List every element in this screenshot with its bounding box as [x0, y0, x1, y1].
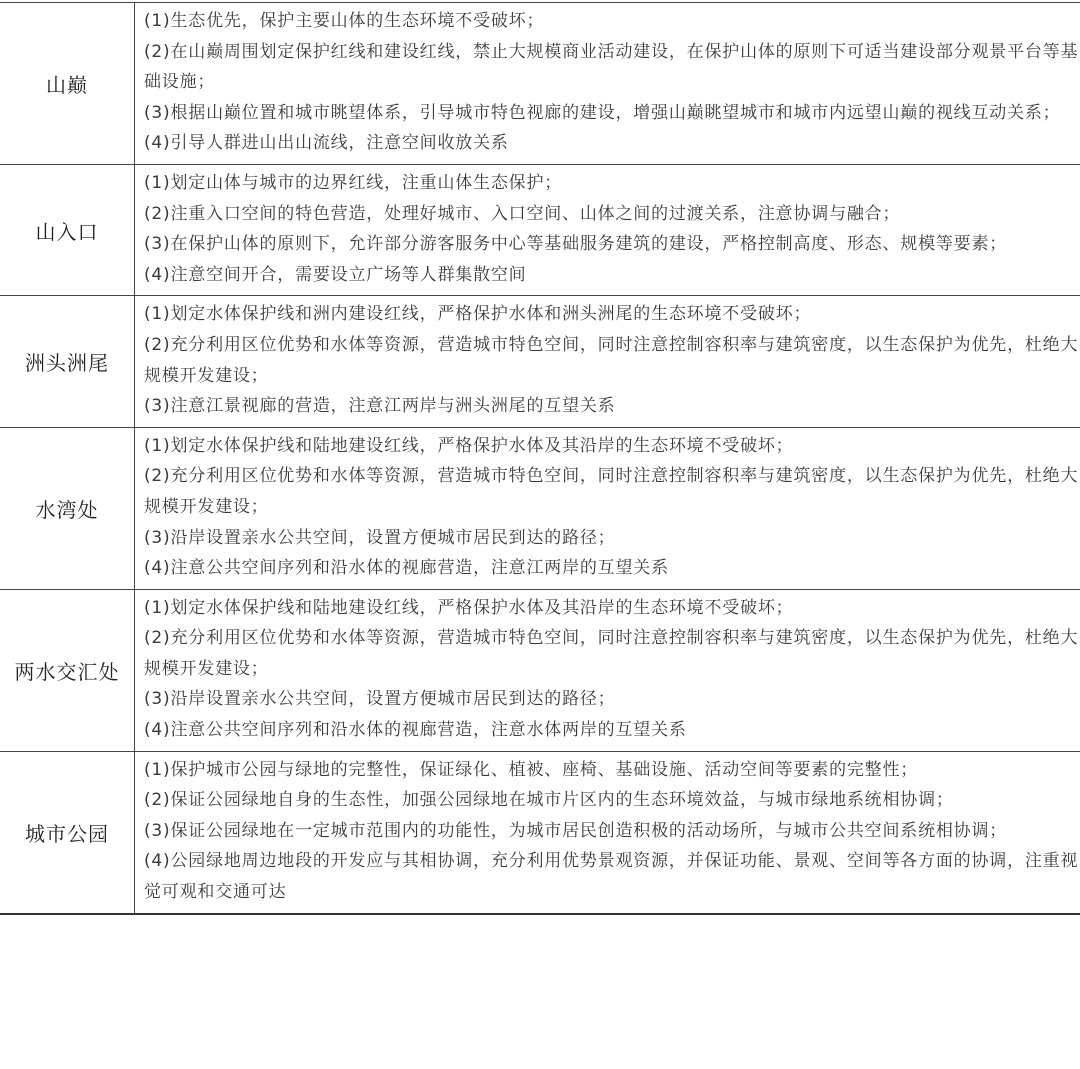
- guideline-item: (2)保证公园绿地自身的生态性，加强公园绿地在城市片区内的生态环境效益，与城市绿地系统相协调；: [144, 790, 954, 811]
- category-cell: 水湾处: [0, 427, 135, 589]
- guideline-item: (1)生态优先，保护主要山体的生态环境不受破坏；: [144, 11, 545, 31]
- guideline-cell: [135, 589, 1080, 751]
- guideline-item: (4)注意公共空间序列和沿水体的视廊营造，注意江两岸的互望关系: [144, 558, 669, 579]
- guideline-item: (2)充分利用区位优势和水体等资源，营造城市特色空间，同时注意控制容积率与建筑密度，以生态保护为优先，杜绝大规模开发建设；: [144, 628, 1079, 679]
- guideline-item: (3)沿岸设置亲水公共空间，设置方便城市居民到达的路径；: [144, 689, 616, 710]
- guideline-cell: [135, 427, 1080, 589]
- guideline-cell: [135, 164, 1080, 295]
- guideline-item: (3)保证公园绿地在一定城市范围内的功能性，为城市居民创造积极的活动场所，与城市公共空间系统相协调；: [144, 820, 1008, 841]
- table-row: [0, 164, 1080, 295]
- guideline-item: (1)划定水体保护线和洲内建设红线，严格保护水体和洲头洲尾的生态环境不受破坏；: [144, 304, 812, 325]
- guideline-item: (1)保护城市公园与绿地的完整性，保证绿化、植被、座椅、基础设施、活动空间等要素的完整性；: [144, 759, 919, 780]
- guideline-item: (3)注意江景视廊的营造，注意江两岸与洲头洲尾的互望关系: [144, 396, 616, 417]
- table-row: [0, 589, 1080, 751]
- table-row: [0, 3, 1080, 165]
- guideline-item: (4)注意公共空间序列和沿水体的视廊营造，注意水体两岸的互望关系: [144, 720, 687, 741]
- guideline-item: (3)在保护山体的原则下，允许部分游客服务中心等基础服务建筑的建设，严格控制高度、形态、规模等要素；: [144, 234, 1008, 255]
- guideline-item: (4)引导人群进山出山流线，注意空间收放关系: [144, 133, 509, 154]
- guideline-item: (1)划定水体保护线和陆地建设红线，严格保护水体及其沿岸的生态环境不受破坏；: [144, 597, 794, 618]
- guideline-item: (2)在山巅周围划定保护红线和建设红线，禁止大规模商业活动建设，在保护山体的原则下可适当建设部分观景平台等基础设施；: [144, 41, 1079, 93]
- guideline-item: (2)注重入口空间的特色营造，处理好城市、入口空间、山体之间的过渡关系，注意协调与融合；: [144, 203, 901, 224]
- guideline-cell: [135, 296, 1080, 427]
- guideline-item: (4)注意空间开合，需要设立广场等人群集散空间: [144, 264, 527, 285]
- guideline-item: (3)根据山巅位置和城市眺望体系，引导城市特色视廊的建设，增强山巅眺望城市和城市内远望山巅的视线互动关系；: [144, 102, 1061, 123]
- table-row: [0, 751, 1080, 913]
- table-row: [0, 296, 1080, 427]
- category-cell: 城市公园: [0, 751, 135, 913]
- guideline-item: (3)沿岸设置亲水公共空间，设置方便城市居民到达的路径；: [144, 527, 616, 548]
- category-cell: 山巅: [0, 3, 135, 165]
- guideline-item: (2)充分利用区位优势和水体等资源，营造城市特色空间，同时注意控制容积率与建筑密度，以生态保护为优先，杜绝大规模开发建设；: [144, 334, 1079, 386]
- category-cell: 两水交汇处: [0, 589, 135, 751]
- guideline-item: (1)划定山体与城市的边界红线，注重山体生态保护；: [144, 172, 563, 193]
- guideline-item: (1)划定水体保护线和陆地建设红线，严格保护水体及其沿岸的生态环境不受破坏；: [144, 435, 794, 456]
- guideline-item: (4)公园绿地周边地段的开发应与其相协调，充分利用优势景观资源，并保证功能、景观、空间等各方面的协调，注重视觉可观和交通可达: [144, 851, 1079, 903]
- guideline-table: [0, 2, 1080, 915]
- category-cell: 山入口: [0, 164, 135, 295]
- guideline-cell: [135, 751, 1080, 913]
- category-cell: 洲头洲尾: [0, 296, 135, 427]
- table-row: [0, 427, 1080, 589]
- guideline-cell: [135, 3, 1080, 165]
- guideline-item: (2)充分利用区位优势和水体等资源，营造城市特色空间，同时注意控制容积率与建筑密度，以生态保护为优先，杜绝大规模开发建设；: [144, 466, 1079, 517]
